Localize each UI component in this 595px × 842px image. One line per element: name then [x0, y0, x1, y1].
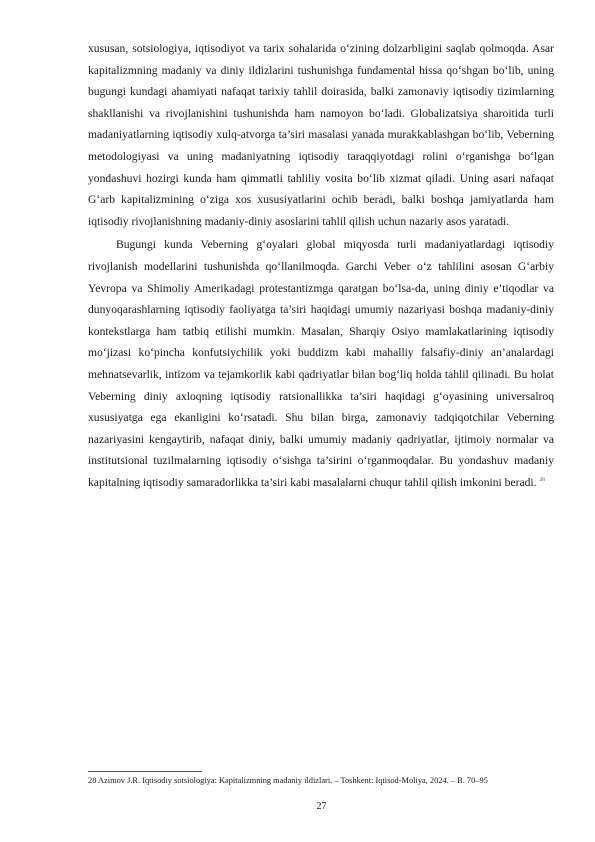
footnote-separator [88, 771, 202, 772]
footnote: 28 Azimov J.R. Iqtisodiy sotsiologiya: Kapitalizmning madaniy ildizlari. – Toshkent: Iqtisod-Moliya, 2024. – B. 70–95 [88, 776, 488, 785]
document-page [88, 38, 554, 493]
page-number: 27 [316, 801, 327, 812]
body-paragraph-1: xususan, sotsiologiya, iqtisodiyot va tarix sohalarida o‘zining dolzarbligini saqlab qolmoqda. Asar kapitalizmning madaniy va diniy ildizlarini tushunishga fundamental hissa qo‘shgan bo‘lib, uning bugungi kundagi ahamiyati nafaqat tarixiy tahlil doirasida, balki zamonaviy iqtisodiy tizimlarning shakllanishi va rivojlanishini tushunishda ham namoyon bo‘ladi. Globalizatsiya sharoitida turli madaniyatlarning iqtisodiy xulq-atvorga ta’siri masalasi yanada murakkablashgan bo‘lib, Veberning metodologiyasi va uning madaniyatning iqtisodiy taraqqiyotdagi rolini o‘rganishga bo‘lgan yondashuvi hozirgi kunda ham qimmatli tahliliy vosita bo‘lib xizmat qiladi. Uning asari nafaqat G‘arb kapitalizmining o‘ziga xos xususiyatlarini ochib beradi, balki boshqa jamiyatlarda ham iqtisodiy rivojlanishning madaniy-diniy asoslarini tahlil qilish uchun nazariy asos yaratadi. [88, 42, 554, 228]
footnote-reference[interactable]: 28 [539, 477, 546, 484]
body-paragraph-2-text: Bugungi kunda Veberning g‘oyalari global miqyosda turli madaniyatlardagi iqtisodiy rivojlanish modellarini tushunishda qo‘llanilmoqda. Garchi Veber o‘z tahlilini asosan G‘arbiy Yevropa va Shimoliy Amerikadagi protestantizmga qaratgan bo‘lsa-da, uning diniy e’tiqodlar va dunyoqarashlarning iqtisodiy faoliyatga ta’siri haqidagi umumiy nazariyasi boshqa madaniy-diniy kontekstlarga ham tatbiq etilishi mumkin. Masalan, Sharqiy Osiyo mamlakatlarining iqtisodiy mo‘jizasi ko‘pincha konfutsiychilik yoki buddizm kabi mahalliy falsafiy-diniy an’analardagi mehnatsevarlik, intizom va tejamkorlik kabi qadriyatlar bilan bog‘liq holda tahlil qilinadi. Bu holat Veberning diniy axloqning iqtisodiy ratsionallikka ta’siri haqidagi g‘oyasining universalroq xususiyatga ega ekanligini ko‘rsatadi. Shu bilan birga, zamonaviy tadqiqotchilar Veberning nazariyasini kengaytirib, nafaqat diniy, balki umumiy madaniy qadriyatlar, ijtimoiy normalar va institutsional tuzilmalarning iqtisodiy o‘sishga ta’sirini o‘rganmoqdalar. Bu yondashuv madaniy kapitalning iqtisodiy samaradorlikka ta’siri kabi masalalarni chuqur tahlil qilish imkonini beradi. [88, 238, 554, 489]
body-paragraph-2 [88, 234, 554, 493]
